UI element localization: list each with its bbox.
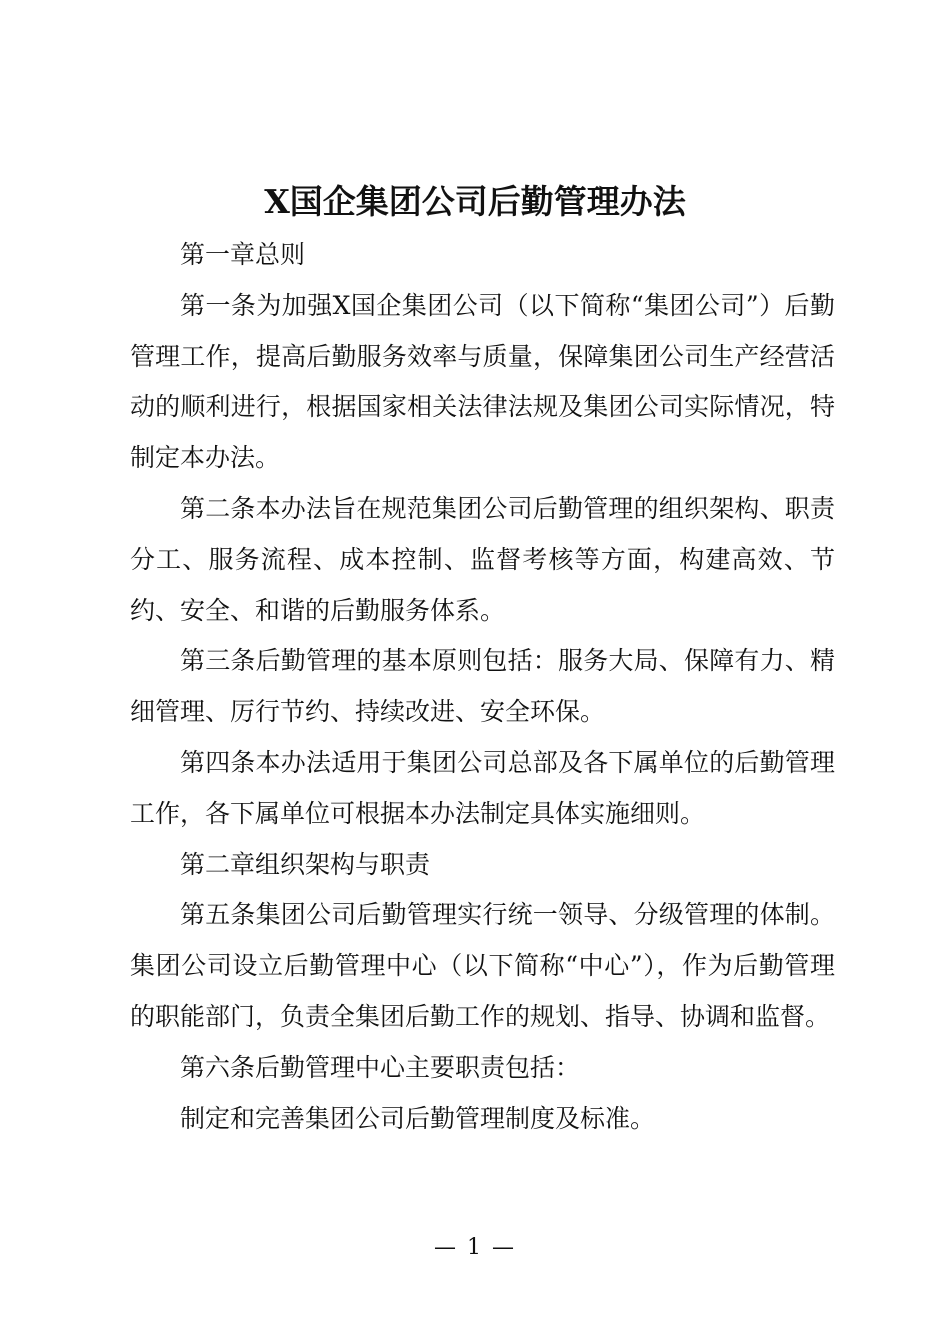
chapter-heading: 第一章总则 (180, 240, 306, 269)
article-paragraph: 第一条为加强X国企集团公司（以下简称“集团公司”）后勤管理工作，提高后勤服务效率与质量，保障集团公司生产经营活动的顺利进行，根据国家相关法律法规及集团公司实际情况，特制定本办法。 (130, 290, 835, 473)
article-paragraph: 第四条本办法适用于集团公司总部及各下属单位的后勤管理工作，各下属单位可根据本办法制定具体实施细则。 (130, 747, 835, 828)
article-paragraph: 第六条后勤管理中心主要职责包括： (180, 1052, 581, 1082)
document-title: X国企集团公司后勤管理办法 (264, 182, 686, 221)
document-body (130, 230, 835, 1144)
article-paragraph: 第五条集团公司后勤管理实行统一领导、分级管理的体制。集团公司设立后勤管理中心（以下简称“中心”），作为后勤管理的职能部门，负责全集团后勤工作的规划、指导、协调和监督。 (130, 900, 835, 1031)
article-paragraph: 第三条后勤管理的基本原则包括：服务大局、保障有力、精细管理、厉行节约、持续改进、安全环保。 (130, 646, 835, 727)
list-item-paragraph: 制定和完善集团公司后勤管理制度及标准。 (180, 1103, 656, 1133)
chapter-heading: 第二章组织架构与职责 (180, 849, 431, 879)
article-paragraph: 第二条本办法旨在规范集团公司后勤管理的组织架构、职责分工、服务流程、成本控制、监督考核等方面，构建高效、节约、安全、和谐的后勤服务体系。 (130, 493, 835, 625)
page-number: — 1 — (434, 1235, 516, 1260)
